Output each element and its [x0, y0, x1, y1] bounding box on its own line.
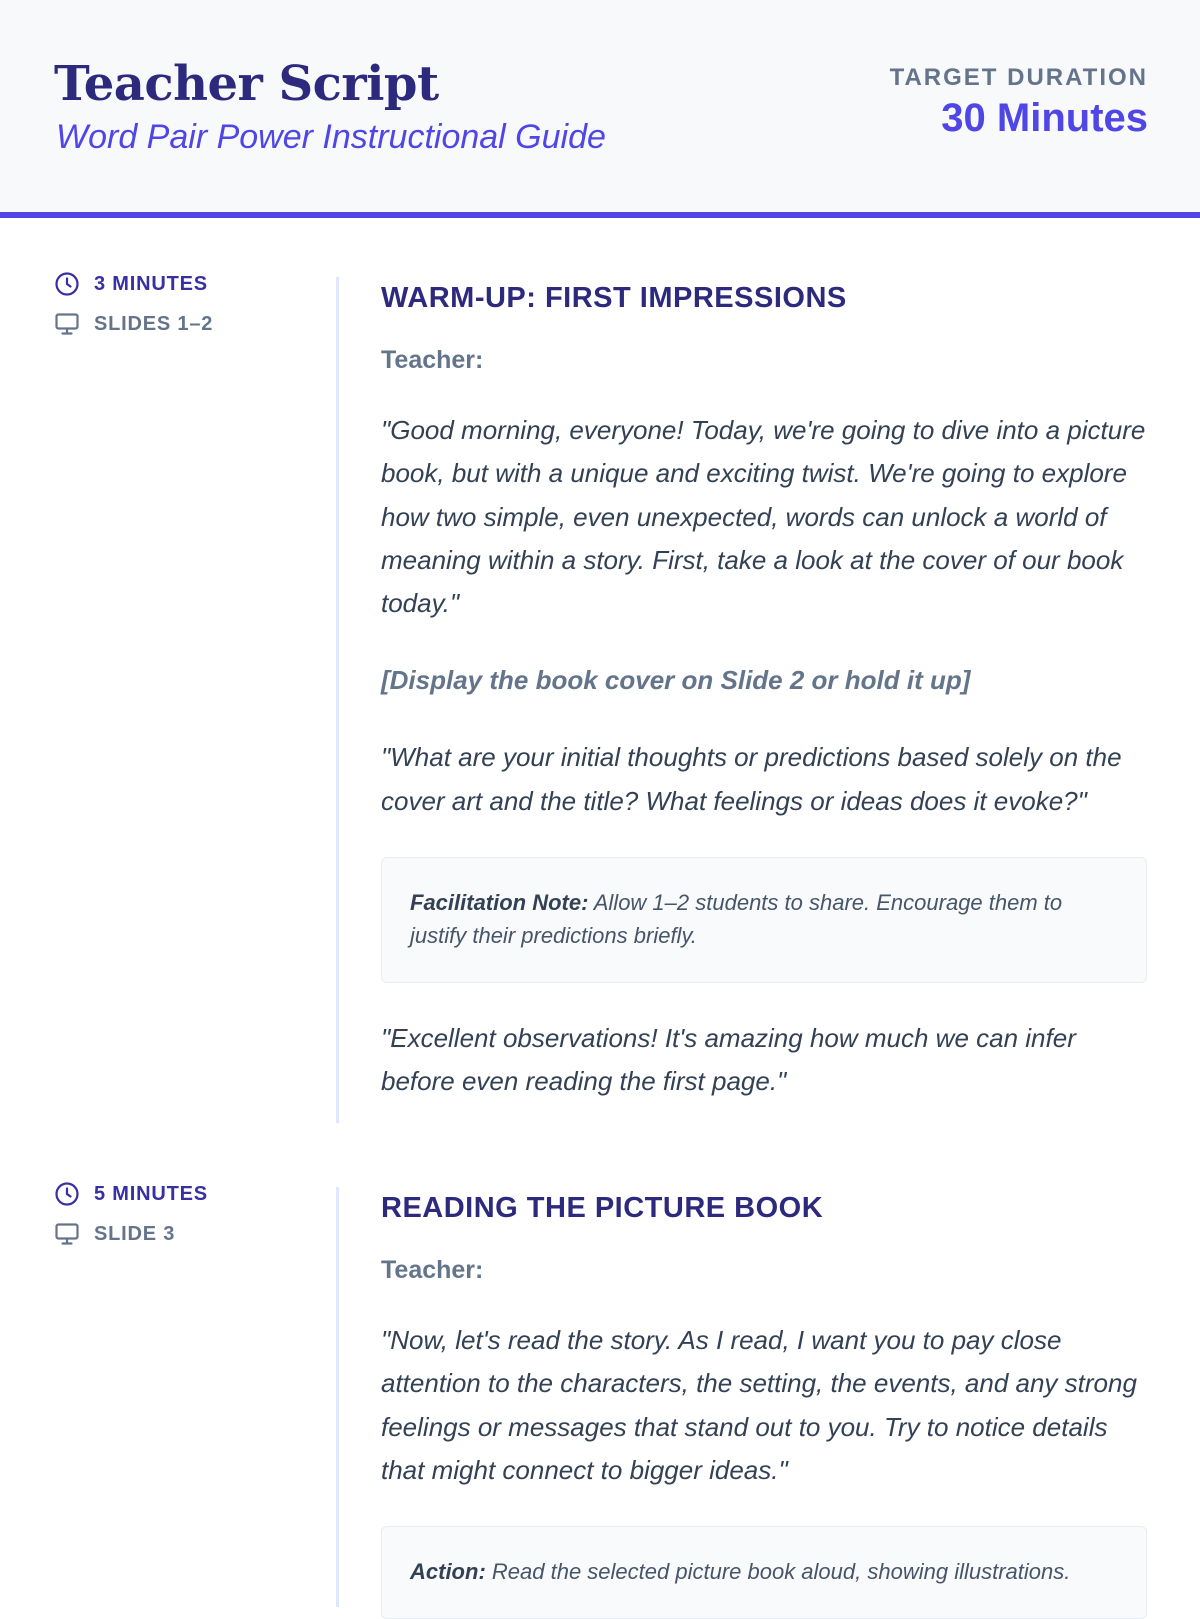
facilitation-note — [381, 857, 1147, 983]
monitor-icon — [54, 1221, 80, 1247]
speaker-label: Teacher: — [381, 346, 484, 374]
note-label: Facilitation Note: — [410, 890, 589, 916]
section-slides-text: SLIDES 1–2 — [94, 312, 214, 335]
section-content — [381, 1190, 1147, 1619]
script-quote: "Excellent observations! It's amazing how much we can infer before even reading the first page." — [381, 1023, 1076, 1097]
section-slides-text: SLIDE 3 — [94, 1222, 176, 1245]
section-duration — [54, 1180, 314, 1208]
section-meta — [54, 1180, 314, 1248]
section-meta — [54, 270, 314, 338]
page-subtitle: Word Pair Power Instructional Guide — [56, 118, 606, 156]
section-duration — [54, 270, 314, 298]
section-divider — [336, 1187, 339, 1607]
section-divider — [336, 277, 339, 1123]
monitor-icon — [54, 311, 80, 337]
section-slides — [54, 1220, 314, 1248]
target-duration — [890, 64, 1148, 141]
clock-icon — [54, 271, 80, 297]
note-text: Allow 1–2 students to share. Encourage them to justify their predictions briefly. — [410, 890, 1063, 949]
script-quote: "What are your initial thoughts or predictions based solely on the cover art and the title? What feelings or ideas does it evoke?" — [381, 742, 1122, 816]
note-text: Read the selected picture book aloud, showing illustrations. — [491, 1559, 1071, 1585]
stage-direction: [Display the book cover on Slide 2 or hold it up] — [381, 665, 971, 696]
script-quote: "Good morning, everyone! Today, we're going to dive into a picture book, but with a unique and exciting twist. We're going to explore how two simple, even unexpected, words can unlock a world of meaning within a story. First, take a look at the cover of our book today." — [381, 415, 1146, 619]
section-duration-text: 3 MINUTES — [94, 272, 208, 295]
section-duration-text: 5 MINUTES — [94, 1182, 208, 1205]
clock-icon — [54, 1181, 80, 1207]
note-label: Action: — [410, 1559, 486, 1585]
action-note — [381, 1526, 1147, 1619]
duration-value: 30 Minutes — [941, 96, 1148, 140]
page-title: Teacher Script — [54, 56, 439, 112]
duration-label: TARGET DURATION — [889, 64, 1148, 91]
page-header — [0, 0, 1200, 218]
section-content — [381, 280, 1147, 1104]
section-title: READING THE PICTURE BOOK — [381, 1192, 824, 1224]
speaker-label: Teacher: — [381, 1256, 484, 1284]
script-quote: "Now, let's read the story. As I read, I want you to pay close attention to the characters, the setting, the events, and any strong feelings or messages that stand out to you. Try to notice details that might connect to bigger ideas." — [381, 1325, 1137, 1485]
section-slides — [54, 310, 314, 338]
section-title: WARM-UP: FIRST IMPRESSIONS — [381, 282, 847, 314]
